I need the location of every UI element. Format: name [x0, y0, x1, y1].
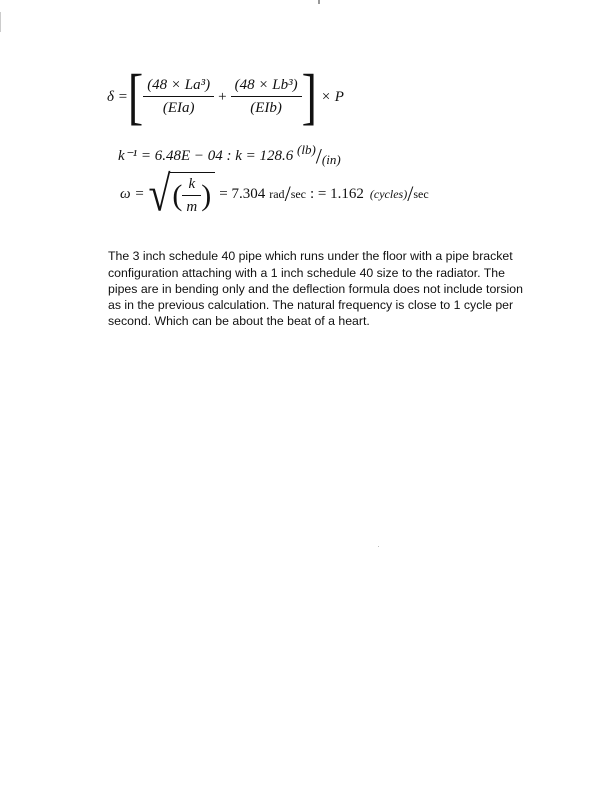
eq1-rhs: × P [320, 88, 344, 105]
frequency-equation [120, 165, 429, 222]
cycles-unit-numerator: (cycles) [369, 186, 408, 201]
scan-edge-mark [0, 12, 1, 32]
rad-unit-numerator: rad [269, 186, 285, 201]
scan-speck [378, 546, 379, 547]
square-root [148, 165, 215, 222]
plus-sign: + [218, 88, 227, 105]
stiffness-unit-denominator: (in) [321, 152, 341, 167]
rad-unit-denominator: sec [290, 186, 307, 201]
left-bracket: [ [127, 61, 144, 131]
stiffness-unit-numerator: (lb) [297, 142, 316, 157]
m-denominator: m [186, 198, 198, 215]
cycles-unit-slash: / [407, 181, 414, 206]
stiffness-unit-slash: / [315, 143, 322, 169]
eq2-lhs: k⁻¹ = 6.48E − 04 : k = 128.6 [118, 148, 294, 164]
cycles-unit-denominator: sec [413, 186, 429, 201]
explanation-paragraph: The 3 inch schedule 40 pipe which runs under the floor with a pipe bracket configuration attaching with a 1 inch schedule 40 size to the radiator. The pipes are in bending only and the deflection formula does not include torsion as in the previous calculation. The natural frequency is close to 1 cycle per second. Which can be about the beat of a heart. [108, 249, 523, 329]
right-bracket: ] [301, 61, 317, 131]
k-numerator: k [182, 176, 201, 196]
term-b-numerator: (48 × Lb³) [231, 77, 302, 97]
term-a-denominator: (EIa) [162, 100, 195, 116]
scan-top-mark [318, 0, 320, 4]
term-b-fraction [231, 77, 302, 117]
term-a-fraction [143, 77, 214, 117]
deflection-equation [107, 61, 344, 131]
angular-value: = 7.304 [219, 185, 266, 202]
k-over-m-fraction [182, 176, 201, 216]
eq1-lhs: δ = [107, 88, 128, 105]
rad-unit-slash: / [284, 181, 291, 206]
term-a-numerator: (48 × La³) [143, 77, 214, 97]
radical-sign: √ [148, 165, 171, 222]
cycle-value: : = 1.162 [310, 185, 364, 202]
radicand: ( $\frac{k}{m}$ ) [170, 172, 215, 216]
term-b-denominator: (EIb) [250, 100, 282, 116]
eq3-lhs: ω = [120, 185, 145, 202]
